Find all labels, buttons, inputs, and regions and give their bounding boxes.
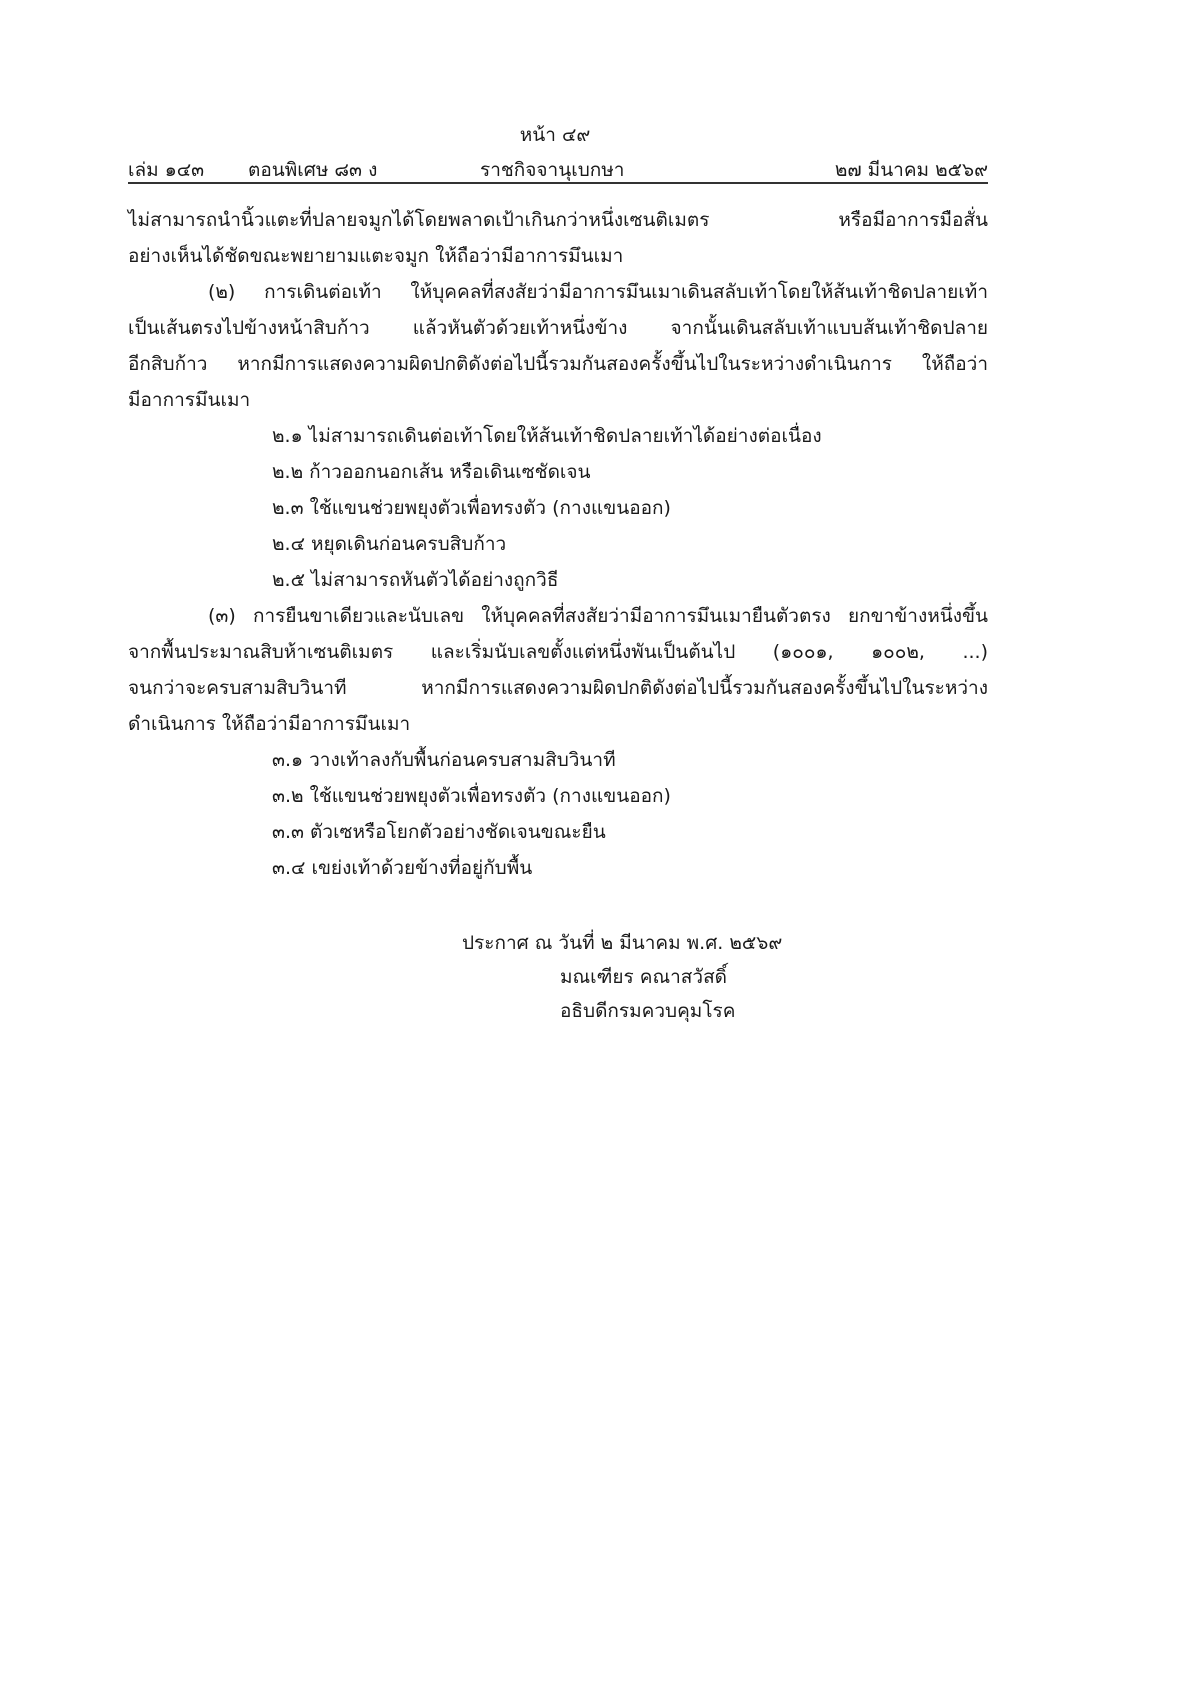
- signatory-name: มณเฑียร คณาสวัสดิ์: [560, 966, 728, 988]
- body-line: อีกสิบก้าว หากมีการแสดงความผิดปกติดังต่อไปนี้รวมกันสองครั้งขึ้นไปในระหว่างดำเนินการ ให้ถือว่า: [128, 353, 988, 375]
- list-item: ๒.๒ ก้าวออกนอกเส้น หรือเดินเซชัดเจน: [272, 461, 591, 483]
- gazette-name: ราชกิจจานุเบกษา: [480, 159, 625, 181]
- list-item: ๒.๓ ใช้แขนช่วยพยุงตัวเพื่อทรงตัว (กางแขนออก): [272, 497, 671, 519]
- page-number: หน้า ๔๙: [519, 124, 591, 146]
- announcement-date: ประกาศ ณ วันที่ ๒ มีนาคม พ.ศ. ๒๕๖๙: [462, 932, 783, 954]
- list-item: ๓.๓ ตัวเซหรือโยกตัวอย่างชัดเจนขณะยืน: [272, 821, 606, 843]
- body-line: จนกว่าจะครบสามสิบวินาที หากมีการแสดงความผิดปกติดังต่อไปนี้รวมกันสองครั้งขึ้นไปในระหว่าง: [128, 677, 988, 699]
- list-item: ๒.๕ ไม่สามารถหันตัวได้อย่างถูกวิธี: [272, 569, 559, 591]
- body-line: (๓) การยืนขาเดียวและนับเลข ให้บุคคลที่สงสัยว่ามีอาการมึนเมายืนตัวตรง ยกขาข้างหนึ่งขึ้น: [208, 605, 988, 627]
- date: ๒๗ มีนาคม ๒๕๖๙: [834, 159, 988, 181]
- list-item: ๒.๔ หยุดเดินก่อนครบสิบก้าว: [272, 533, 507, 555]
- header-rule: [128, 182, 988, 184]
- body-line: ไม่สามารถนำนิ้วแตะที่ปลายจมูกได้โดยพลาดเป้าเกินกว่าหนึ่งเซนติเมตร หรือมีอาการมือสั่น: [128, 209, 988, 231]
- list-item: ๓.๔ เขย่งเท้าด้วยข้างที่อยู่กับพื้น: [272, 857, 533, 879]
- body-line: จากพื้นประมาณสิบห้าเซนติเมตร และเริ่มนับเลขตั้งแต่หนึ่งพันเป็นต้นไป (๑๐๐๑, ๑๐๐๒, ...): [128, 641, 988, 663]
- list-item: ๓.๑ วางเท้าลงกับพื้นก่อนครบสามสิบวินาที: [272, 749, 616, 771]
- body-line: เป็นเส้นตรงไปข้างหน้าสิบก้าว แล้วหันตัวด้วยเท้าหนึ่งข้าง จากนั้นเดินสลับเท้าแบบส้นเท้าชิดปลาย: [128, 317, 988, 339]
- body-line: มีอาการมึนเมา: [128, 389, 251, 411]
- signatory-title: อธิบดีกรมควบคุมโรค: [560, 1000, 736, 1022]
- gazette-header: [128, 155, 988, 181]
- issue: ตอนพิเศษ ๘๓ ง: [248, 159, 378, 181]
- list-item: ๒.๑ ไม่สามารถเดินต่อเท้าโดยให้ส้นเท้าชิดปลายเท้าได้อย่างต่อเนื่อง: [272, 425, 822, 447]
- list-item: ๓.๒ ใช้แขนช่วยพยุงตัวเพื่อทรงตัว (กางแขนออก): [272, 785, 671, 807]
- body-line: อย่างเห็นได้ชัดขณะพยายามแตะจมูก ให้ถือว่ามีอาการมึนเมา: [128, 245, 624, 267]
- volume: เล่ม ๑๔๓: [128, 159, 205, 181]
- body-line: ดำเนินการ ให้ถือว่ามีอาการมึนเมา: [128, 713, 411, 735]
- body-line: (๒) การเดินต่อเท้า ให้บุคคลที่สงสัยว่ามีอาการมึนเมาเดินสลับเท้าโดยให้ส้นเท้าชิดปลายเท้า: [208, 281, 988, 303]
